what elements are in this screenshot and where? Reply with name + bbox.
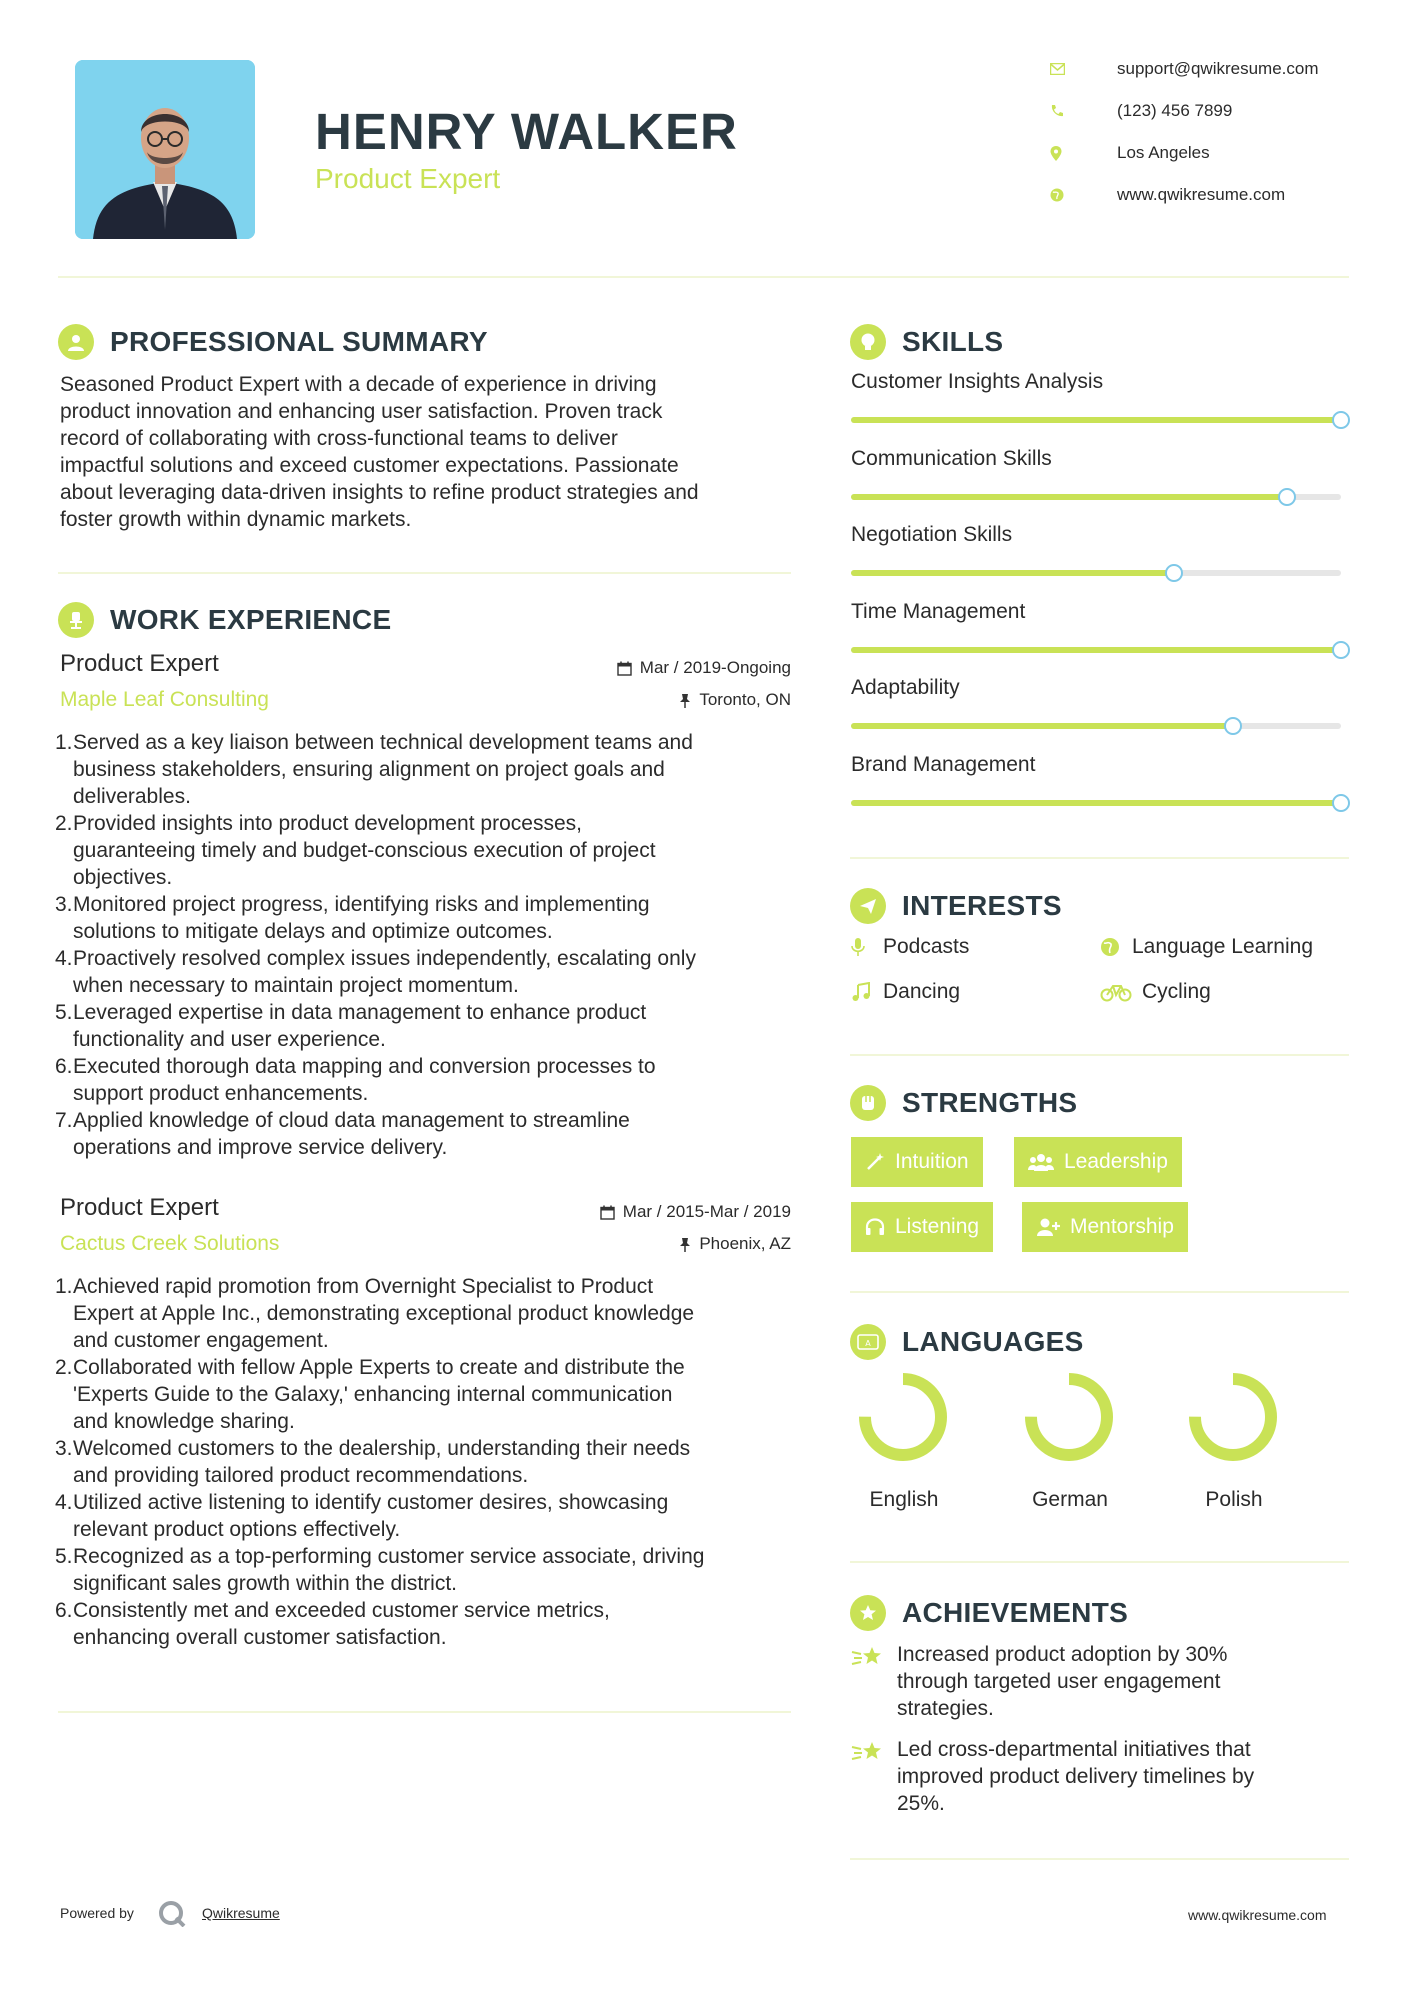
lightbulb-icon: [850, 324, 886, 360]
language-name: English: [869, 1488, 939, 1511]
user-icon: [58, 324, 94, 360]
list-item: 5. Leveraged expertise in data management to enhance product functionality and user experience.: [55, 1001, 647, 1051]
interest-label: Cycling: [1142, 980, 1211, 1003]
interests-heading: [850, 886, 1062, 926]
translate-icon: [850, 1324, 886, 1360]
list-item: 4. Utilized active listening to identify customer desires, showcasing relevant product options effectively.: [55, 1491, 669, 1541]
job-dates: [500, 1202, 791, 1222]
interest-item: [1100, 935, 1313, 959]
job-dates-text: Mar / 2019-Ongoing: [639, 658, 791, 677]
skill-level-knob: [1332, 411, 1350, 429]
job-location: [500, 1234, 791, 1254]
skills-heading: [850, 322, 1003, 362]
skill-track: [851, 417, 1341, 423]
candidate-name: HENRY WALKER: [315, 103, 738, 160]
globe-icon: [1100, 937, 1132, 957]
skill-item: [851, 447, 1350, 507]
language-level-arc: [1031, 1379, 1107, 1455]
language-ring: [1176, 1372, 1306, 1472]
skill-name: Adaptability: [851, 676, 960, 699]
work-title: WORK EXPERIENCE: [110, 604, 392, 635]
skill-fill: [851, 647, 1341, 653]
skill-fill: [851, 723, 1233, 729]
languages-divider: [850, 1561, 1349, 1563]
contact-email[interactable]: [1050, 56, 1370, 82]
shooting-star-icon: [851, 1736, 897, 1817]
skill-name: Time Management: [851, 600, 1026, 623]
interest-item: [1100, 980, 1211, 1004]
footer-website-link[interactable]: www.qwikresume.com: [1188, 1907, 1327, 1923]
fist-icon: [850, 1085, 886, 1121]
interest-label: Podcasts: [883, 935, 970, 958]
achievement-item: Increased product adoption by 30% through targeted user engagement strategies.: [851, 1641, 1341, 1722]
contact-location: [1050, 140, 1370, 166]
envelope-icon: [1050, 63, 1080, 75]
job-location-text: Toronto, ON: [699, 690, 791, 709]
interests-divider: [850, 1054, 1349, 1056]
strength-badge: [851, 1202, 993, 1252]
language-item: [846, 1372, 976, 1511]
skills-title: SKILLS: [902, 326, 1004, 357]
strength-badge: [1022, 1202, 1188, 1252]
paper-plane-icon: [850, 888, 886, 924]
job-dates-text: Mar / 2015-Mar / 2019: [622, 1202, 791, 1221]
list-item: 5. Recognized as a top-performing customer service associate, driving significant sales growth within the district.: [55, 1545, 705, 1595]
languages-list: [846, 1372, 1346, 1522]
interest-item: [851, 980, 960, 1004]
languages-heading: [850, 1322, 1084, 1362]
star-badge-icon: [850, 1595, 886, 1631]
office-chair-icon: [58, 602, 94, 638]
language-ring: [1012, 1372, 1142, 1472]
skill-item: [851, 676, 1350, 736]
list-item: 1. Achieved rapid promotion from Overnight Specialist to Product Expert at Apple Inc., demonstrating exceptional product knowledge and customer engagement.: [55, 1275, 695, 1352]
contact-phone-text: (123) 456 7899: [1117, 101, 1233, 120]
skill-track: [851, 800, 1341, 806]
skill-fill: [851, 570, 1174, 576]
calendar-icon: [617, 661, 632, 676]
skill-item: [851, 523, 1350, 583]
skill-fill: [851, 417, 1341, 423]
language-item: [1176, 1372, 1306, 1511]
list-item: 2. Collaborated with fellow Apple Experts to create and distribute the 'Experts Guide to the Galaxy,' enhancing internal communication and knowledge sharing.: [55, 1356, 685, 1433]
job-duties-list: [55, 1273, 800, 1651]
strength-label: Intuition: [895, 1150, 969, 1173]
summary-heading: [58, 322, 488, 362]
profile-photo: [75, 60, 255, 239]
svg-text:A: A: [865, 1339, 871, 1348]
language-item: [1012, 1372, 1142, 1511]
language-level-arc: [1195, 1379, 1271, 1455]
skill-level-knob: [1332, 641, 1350, 659]
interests-title: INTERESTS: [902, 890, 1062, 921]
contact-phone[interactable]: [1050, 98, 1370, 124]
summary-text: [60, 371, 800, 533]
skill-track: [851, 723, 1341, 729]
summary-line: about leveraging data-driven insights to refine product strategies and: [60, 481, 699, 504]
language-name: Polish: [1205, 1488, 1263, 1511]
strength-badge: [851, 1137, 983, 1187]
candidate-role: Product Expert: [315, 163, 501, 194]
summary-line: record of collaborating with cross-functional teams to deliver: [60, 427, 618, 450]
job-title: Product Expert: [60, 650, 219, 677]
interest-label: Language Learning: [1132, 935, 1314, 958]
list-item: 3. Monitored project progress, identifying risks and implementing solutions to mitigate delays and optimize outcomes.: [55, 893, 650, 943]
list-item: 6. Consistently met and exceeded customer service metrics, enhancing overall customer satisfaction.: [55, 1599, 610, 1649]
skill-name: Brand Management: [851, 753, 1036, 776]
group-icon: [1028, 1152, 1054, 1172]
strengths-divider: [850, 1291, 1349, 1293]
achievement-item: Led cross-departmental initiatives that improved product delivery timelines by 25%.: [851, 1736, 1341, 1817]
contact-website[interactable]: [1050, 182, 1370, 208]
summary-line: product innovation and enhancing user satisfaction. Proven track: [60, 400, 663, 423]
achievements-title: ACHIEVEMENTS: [902, 1597, 1129, 1628]
list-item: 3. Welcomed customers to the dealership, understanding their needs and providing tailored product recommendations.: [55, 1437, 691, 1487]
map-pin-icon: [1050, 146, 1080, 161]
job-company: Cactus Creek Solutions: [60, 1232, 280, 1255]
interest-label: Dancing: [883, 980, 961, 1003]
skill-item: [851, 600, 1350, 660]
work-heading: [58, 600, 391, 640]
contact-website-text: www.qwikresume.com: [1117, 185, 1286, 204]
qwikresume-logo-icon: [157, 1899, 187, 1932]
list-item: 6. Executed thorough data mapping and conversion processes to support product enhancements.: [55, 1055, 656, 1105]
magic-wand-icon: [865, 1152, 885, 1172]
skill-fill: [851, 494, 1287, 500]
list-item: 4. Proactively resolved complex issues independently, escalating only when necessary to maintain project momentum.: [55, 947, 696, 997]
strength-label: Leadership: [1064, 1150, 1168, 1173]
job-title: Product Expert: [60, 1194, 219, 1221]
calendar-icon: [600, 1205, 615, 1220]
work-divider: [58, 1711, 791, 1713]
contact-location-text: Los Angeles: [1117, 143, 1210, 162]
job-company: Maple Leaf Consulting: [60, 688, 269, 711]
summary-line: impactful solutions and exceed customer expectations. Passionate: [60, 454, 679, 477]
job-dates: [500, 658, 791, 678]
languages-title: LANGUAGES: [902, 1326, 1084, 1357]
microphone-icon: [851, 937, 883, 957]
summary-title: PROFESSIONAL SUMMARY: [110, 326, 488, 357]
list-item: 1. Served as a key liaison between technical development teams and business stakeholders, ensuring alignment on project goals and deliverables.: [55, 731, 693, 808]
header-divider: [58, 276, 1349, 278]
music-note-icon: [851, 982, 883, 1002]
interest-item: [851, 935, 969, 959]
language-name: German: [1032, 1488, 1108, 1511]
summary-line: foster growth within dynamic markets.: [60, 508, 412, 531]
language-level-arc: [865, 1379, 941, 1455]
strength-badge: [1014, 1137, 1182, 1187]
skill-item: [851, 753, 1350, 813]
powered-by-label: Powered by: [60, 1905, 134, 1921]
contact-email-text: support@qwikresume.com: [1117, 59, 1319, 78]
user-plus-icon: [1036, 1217, 1060, 1237]
summary-divider: [58, 572, 791, 574]
strength-label: Listening: [895, 1215, 980, 1238]
summary-line: Seasoned Product Expert with a decade of experience in driving: [60, 373, 657, 396]
job-location-text: Phoenix, AZ: [699, 1234, 791, 1253]
skills-divider: [850, 857, 1349, 859]
headphones-icon: [865, 1217, 885, 1237]
strength-label: Mentorship: [1070, 1215, 1174, 1238]
skill-level-knob: [1332, 794, 1350, 812]
skill-fill: [851, 800, 1341, 806]
skill-name: Negotiation Skills: [851, 523, 1013, 546]
pushpin-icon: [679, 693, 691, 708]
list-item: 7. Applied knowledge of cloud data management to streamline operations and improve service delivery.: [55, 1109, 630, 1159]
job-duties-list: [55, 729, 800, 1161]
pushpin-icon: [679, 1237, 691, 1252]
skill-level-knob: [1165, 564, 1183, 582]
job-location: [500, 690, 791, 710]
skill-item: [851, 370, 1350, 430]
phone-icon: [1050, 104, 1080, 118]
skill-track: [851, 494, 1341, 500]
strengths-title: STRENGTHS: [902, 1087, 1078, 1118]
skill-track: [851, 647, 1341, 653]
globe-icon: [1050, 188, 1080, 202]
skill-level-knob: [1278, 488, 1296, 506]
skill-name: Communication Skills: [851, 447, 1052, 470]
bicycle-icon: [1100, 982, 1142, 1002]
shooting-star-icon: [851, 1641, 897, 1722]
skill-name: Customer Insights Analysis: [851, 370, 1104, 393]
achievements-divider: [850, 1858, 1349, 1860]
achievements-heading: [850, 1593, 1128, 1633]
language-ring: [846, 1372, 976, 1472]
list-item: 2. Provided insights into product development processes, guaranteeing timely and budget-conscious execution of project objectives.: [55, 812, 656, 889]
skill-level-knob: [1224, 717, 1242, 735]
qwikresume-link[interactable]: Qwikresume: [202, 1905, 280, 1921]
strengths-heading: [850, 1083, 1077, 1123]
skill-track: [851, 570, 1341, 576]
